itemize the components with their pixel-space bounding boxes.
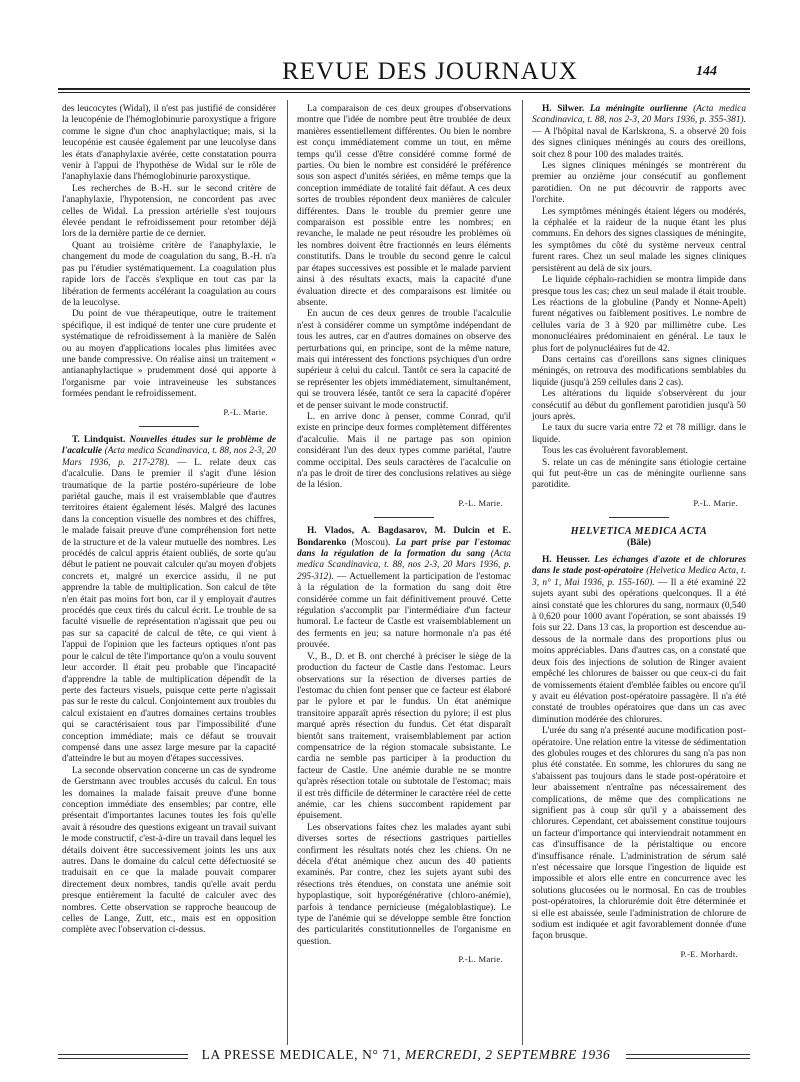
header-rule-thin: [58, 92, 750, 93]
page-footer: [190, 1047, 622, 1063]
paragraph: Tous les cas évoluèrent favorablement.: [542, 446, 688, 457]
column-3: [532, 104, 746, 968]
column-divider: [287, 100, 288, 1045]
article-text: — Actuellement la participation de l'estomac à la régulation de la formation du sang doit être considérée comme un fait définitivement prouvé. Cette régulation s'accomplit par l'intermédiaire d'un facteur humoral. Le facteur de Castle est vraisemblablement un des ferments en jeu; sa nature hormonale n'a pas été prouvée.: [297, 571, 511, 651]
article-vlados: [297, 526, 511, 651]
article-title: La méningite ourlienne: [589, 104, 688, 114]
article-title: La part prise par l'estomac dans la régulation de la formation du sang: [297, 537, 511, 560]
paragraph: Les signes cliniques méningés se montrèrent du premier au onzième jour consécutif au gonflement parotidien. On ne put découvrir de rapports avec l'orchite.: [532, 161, 746, 206]
article-separator: [139, 426, 199, 427]
paragraph: La seconde observation concerne un cas de syndrome de Gerstmann avec troubles accusés du calcul. En tous les domaines la malade faisait preuve d'une bonne conception immédiate des ensembles; par contre, elle présentait d'importantes lacunes toutes les fois qu'elle avait à résoudre des questions exigeant un travail suivant le mode constructif, c'est-à-dire un travail dans lequel les détails doivent être successivement joints les uns aux autres. Dans le domaine du calcul cette défectuosité se traduisait en ce que la malade pouvait comparer directement deux nombres, tandis qu'elle avait perdu presque entièrement la faculté de calculer avec des nombres. Cette observation se rapproche beaucoup de celles de Lange, Zutt, etc., mais est en opposition complète avec l'observation ci-dessus.: [62, 765, 276, 936]
paragraph: L'urée du sang n'a présenté aucune modification post-opératoire. Une relation entre la vitesse de sédimentation des globules rouges et des chlorures du sang n'a pas non plus été constatée. En somme, les chlorures du sang ne s'abaissent pas toujours dans le stade post-opératoire et leur abaissement n'entraîne pas nécessairement des complications, de même que des complications ne signifient pas à coup sûr qu'il y a abaissement des chlorures. Cependant, cet abaissement constitue toujours un facteur d'importance qui interviendrait notamment en cas d'insuffisance de la péristaltique ou encore d'insuffisance rénale. L'administration de sérum salé n'est nécessaire que lorsque l'ingestion de liquide est impossible et alors elle entre en concurrence avec les solutions glucosées ou le normosal. En cas de troubles post-opératoires, la chlorurémie doit être déterminée et si elle est abaissée, seule l'administration de chlorure de sodium est indiquée et agit favorablement donnée d'une façon brusque.: [532, 726, 746, 942]
article-text: — A l'hôpital naval de Karlskrona, S. a observé 20 fois des signes cliniques méningés au cours des oreillons, soit chez 8 pour 100 des malades traités.: [532, 126, 746, 160]
paragraph: Du point de vue thérapeutique, outre le traitement spécifique, il est indiqué de tenter une cure prudente et systématique de refroidissement à la manière de Salén ou au moyen d'applications locales plus limitées avec une bande compressive. On réalise ainsi un traitement « antianaphylactique » prudemment dosé qui apporte à l'organisme par voie intraveineuse les substances formées pendant le refroidissement.: [62, 309, 276, 400]
paragraph: Le liquide céphalo-rachidien se montra limpide dans presque tous les cas; chez un seul malade il était trouble. Les réactions de la globuline (Pandy et Nonne-Apelt) furent négatives ou faiblement positives. Le nombre de cellules varia de 3 à 920 par millimètre cube. Les mononucléaires prédominaient en général. Le taux le plus fort de polynucléaires fut de 42.: [532, 275, 746, 354]
column-divider: [522, 100, 523, 1045]
article-author: T. Lindquist.: [72, 434, 126, 445]
paragraph: V., B., D. et B. ont cherché à préciser le siège de la production du facteur de Castle dans l'estomac. Leurs observations sur la résection de diverses parties de l'estomac du chien font penser que ce facteur est élaboré par le pylore et par le fundus. Un état anémique transitoire apparaît après résection du pylore; il est plus marqué après résection du fundus. Cet état disparaît bientôt sans traitement, vraisemblablement par action compensatrice de la région stomacale subsistante. Le cardia ne semble pas participer à la production du facteur de Castle. Une anémie durable ne se montre qu'après résection totale ou subtotale de l'estomac; mais il est très difficile de déterminer le caractère réel de cette anémie, car les chiens succombent rapidement par épuisement.: [297, 651, 511, 822]
paragraph: Les observations faites chez les malades ayant subi diverses sortes de résections gastriques partielles confirment les résultats notés chez les chiens. On ne décela d'état anémique chez aucun des 40 patients examinés. Par contre, chez les sujets ayant subi des résections très étendues, on constata une anémie soit hypoplastique, soit hyporégénérative (chloro-anémie), parfois à tendance pernicieuse (mégaloblastique). Le type de l'anémie qui se développe semble être fonction des particularités constitutionnelles de l'organisme en question.: [297, 822, 511, 947]
paragraph: des leucocytes (Widal), il n'est pas justifié de considérer la leucopénie de l'hémoglobinurie paroxystique a frigore comme le signe d'un choc anaphylactique; mais, si la leucopénie est causée également par une leucolyse dans les états d'anaphylaxie avérée, cette constatation pourra venir à l'appui de l'hypothèse de Widal sur le rôle de l'anaphylaxie dans l'hémoglobinurie paroxystique.: [62, 104, 276, 183]
article-title: Nouvelles études sur le problème de l'acalculie: [62, 434, 276, 457]
paragraph: En aucun de ces deux genres de trouble l'acalculie n'est à considérer comme un symptôme indépendant de tous les autres, car en d'autres domaines on observe des perturbations qui, en principe, sont de la même nature, mais qui intéressent des fonctions psychiques d'un ordre supérieur à celui du calcul. Tantôt ce sera la capacité de se représenter les objets immédiatement, simultanément, qui se trouvera lésée, tantôt ce sera la capacité d'opérer et de penser suivant le mode constructif.: [297, 309, 511, 411]
header-rule: [58, 88, 750, 90]
page-number: 144: [696, 64, 717, 79]
paragraph: Dans certains cas d'oreillons sans signes cliniques méningés, on retrouva des modifications semblables du liquide (jusqu'à 259 cellules dans 2 cas).: [532, 354, 746, 388]
paragraph: Quant au troisième critère de l'anaphylaxie, le changement du mode de coagulation du sang, B.-H. n'a pas pu l'étudier systématiquement. La coagulation plus rapide lors de l'accès s'explique en tout cas par la libération de ferments accélérant la coagulation au cours de la leucolyse.: [62, 240, 276, 308]
article-place: (Moscou).: [351, 537, 391, 548]
article-text: — Il a été examiné 22 sujets ayant subi des opérations quelconques. Il a été ainsi constaté que les chlorures du sang, normaux (0,540 à 0,620 pour 1000 avant l'opération, se sont abaissés 19 fois sur 22. Dans 13 cas, la proportion est descendue au-dessous de la normale dans des proportions plus ou moins appréciables. Dans d'autres cas, on a constaté que deux fois des injections de solution de Ringer avaient empêché les chlorures de baisser ou que ceux-ci du fait de vomissements étaient d'emblée faibles ou encore qu'il y avait eu élévation post-opératoire passagère. Il n'a été constaté de troubles opératoires que dans un cas avec diminution modérée des chlorures.: [532, 577, 746, 725]
footer-rule: [58, 1058, 188, 1059]
footer-date: MERCREDI, 2 SEPTEMBRE 1936: [405, 1047, 611, 1062]
column-1: [62, 104, 276, 937]
paragraph: L. en arrive donc à penser, comme Conrad, qu'il existe en principe deux formes complètement différentes d'acalculie. Mais il ne partage pas son opinion considérant l'un des deux types comme pariétal, l'autre comme occipital. Des seuls caractères de l'acalculie on n'a pas le droit de tirer des conclusions relatives au siège de la lésion.: [297, 411, 511, 491]
article-author: H. Heusser.: [542, 555, 590, 566]
article-author: H. Silwer.: [542, 104, 585, 114]
footer-rule: [626, 1058, 750, 1059]
author-signature: P.-L. Marie.: [223, 406, 268, 417]
article-heusser: [532, 555, 746, 726]
author-signature: P.-L. Marie.: [458, 954, 503, 965]
article-author: H. Vlados, A. Bagdasarov, M. Dulcin et E. Bondarenko: [297, 526, 511, 548]
footer-journal: LA PRESSE MEDICALE, N° 71,: [201, 1047, 402, 1062]
author-signature: P.-L. Marie.: [693, 497, 738, 508]
article-reference: (Acta medica Scandinavica, t. 88, nos 2-3, 20 Mars 1936, p. 217-278).: [62, 446, 276, 468]
paragraph: S. relate un cas de méningite sans étiologie certaine qui fut peut-être un cas de méningite ourlienne sans parotidite.: [532, 457, 746, 491]
journal-section-heading: HELVETICA MEDICA ACTA: [570, 526, 708, 538]
article-reference: (Acta medica Scandinavica, t. 88, nos 2-3, 20 Mars 1936, p. 355-381).: [532, 104, 747, 126]
author-signature: P.-E. Morhardt.: [680, 948, 738, 959]
page-header-title: REVUE DES JOURNAUX: [282, 58, 578, 85]
article-separator: [374, 517, 434, 518]
footer-rule: [58, 1054, 188, 1055]
article-text: — L. relate deux cas d'acalculie. Dans le premier il s'agit d'une lésion traumatique de la partie postéro-supérieure de lobe pariétal gauche, mais il est vraisemblable que d'autres territoires étaient également lésés. Malgré des lacunes dans la conception visuelle des nombres et des chiffres, le malade faisait preuve d'une compréhension fort nette de la structure et de la valeur mutuelle des nombres. Les procédés de calcul appris étaient oubliés, de sorte qu'au début le patient ne pouvait calculer qu'au moyen d'objets concrets et, malgré un exercice assidu, il ne put apprendre la table de multiplication. Son calcul de tête n'en était pas moins fort bon, car il y employait d'autres procédés que ceux tirés du calcul écrit. Le trouble de sa faculté visuelle de représentation n'agissait que peu ou pas sur sa capacité de calcul de tête, ce qui vient à l'appui de l'opinion que les facteurs optiques n'ont pas pour le calcul de tête l'importance qu'on a voulu souvent leur accorder. Il était peu probable que l'incapacité d'apprendre la table de multiplication dépendît de la perte des facteurs visuels, puisque cette perte n'agissait pas sur le reste du calcul. Conjointement aux troubles du calcul existaient en d'autres domaines certains troubles qui se caractérisaient tous par l'impossibilité d'une conception immédiate; mais ce défaut se trouvait compensé dans une assez large mesure par la capacité d'atteindre le but au moyen d'étapes successives.: [62, 457, 276, 765]
paragraph: Les recherches de B.-H. sur le second critère de l'anaphylaxie, l'hypotension, ne concordent pas avec celles de Widal. La pression artérielle s'est toujours élevée pendant le refroidissement pour retomber déjà lors de la dernière partie de ce dernier.: [62, 183, 276, 240]
journal-section-city: (Bâle): [627, 537, 651, 548]
article-lindquist: [62, 435, 276, 766]
article-reference: (Helvetica Medica Acta, t. 3, n° 1, Mai 1936, p. 155-160).: [532, 566, 747, 588]
paragraph: Le taux du sucre varia entre 72 et 78 milligr. dans le liquide.: [532, 423, 746, 445]
article-reference: (Acta medica Scandinavica, t. 88, nos 2-3, 20 Mars 1936, p. 295-312).: [297, 549, 511, 582]
paragraph: Les symptômes méningés étaient légers ou modérés, la céphalée et la raideur de la nuque étant les plus communs. En dehors des signes classiques de méningite, les symptômes du côté du système nerveux central furent rares. Chez un seul malade les signes cliniques persistèrent au delà de six jours.: [532, 206, 746, 274]
article-silwer: [532, 104, 746, 161]
footer-rule: [626, 1054, 750, 1055]
article-title: Les échanges d'azote et de chlorures dans le stade post-opératoire: [532, 555, 747, 577]
author-signature: P.-L. Marie.: [458, 497, 503, 508]
paragraph: La comparaison de ces deux groupes d'observations montre que l'idée de nombre peut être troublée de deux manières essentiellement différentes. Ou bien le nombre est conçu immédiatement comme un tout, en même temps qu'il cesse d'être considéré comme formé de parties. Ou bien le nombre est considéré le préférence sous son aspect d'unités sériées, en même temps que la conception immédiate de totalité fait défaut. A ces deux sortes de troubles répondent deux manières de calculer différentes. Dans le trouble du premier genre une comparaison est possible entre les nombres; en revanche, le malade ne peut résoudre les problèmes où les nombres doivent être fractionnés en leurs éléments constitutifs. Dans le trouble du second genre le calcul par étapes successives est possible et le malade parvient ainsi à des résultats exacts, mais la capacité d'une évaluation directe et des comparaisons est limitée ou absente.: [297, 104, 511, 308]
paragraph: Les altérations du liquide s'observèrent du jour consécutif au début du gonflement parotidien jusqu'à 50 jours après.: [532, 389, 746, 422]
column-2: [297, 104, 511, 974]
article-separator: [609, 517, 669, 518]
